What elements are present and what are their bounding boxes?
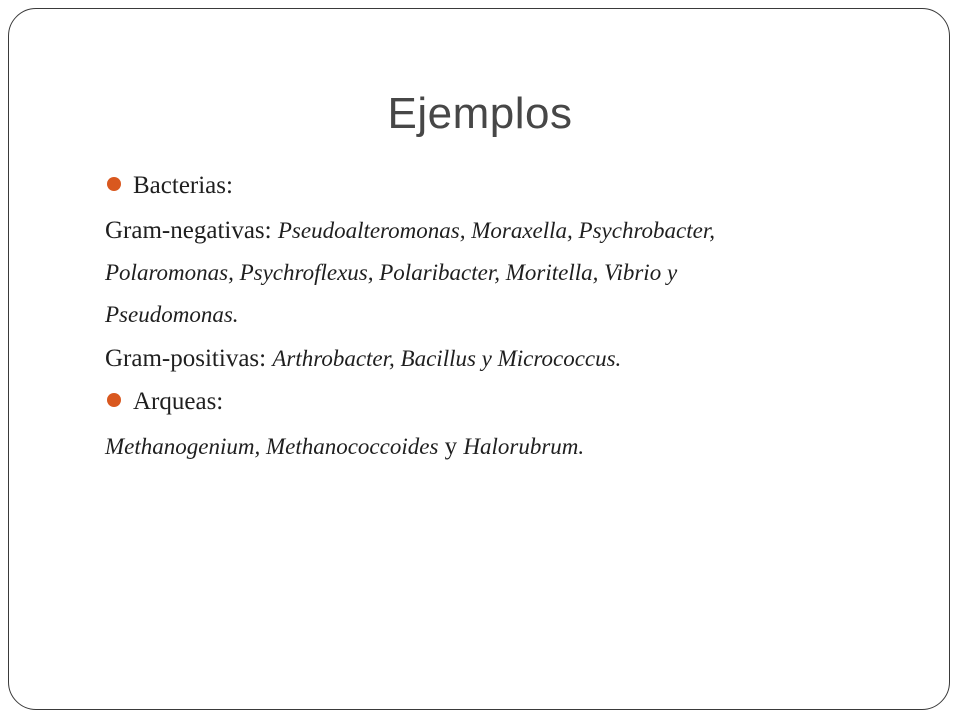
- bullet-arqueas: [105, 380, 885, 424]
- bullet-label-bacterias: Bacterias:: [133, 172, 233, 199]
- arqueas-paragraph: [105, 426, 885, 468]
- bullet-label-arqueas: Arqueas:: [133, 388, 224, 415]
- gram-negative-species-line1: Pseudoalteromonas, Moraxella, Psychrobacter,: [277, 218, 715, 243]
- gram-negative-species-line2: Polaromonas, Psychroflexus, Polaribacter, Moritella, Vibrio y: [105, 260, 678, 285]
- arqueas-species-a: Methanogenium, Methanococcoides: [105, 434, 439, 459]
- bullet-dot-icon: [107, 177, 121, 191]
- arqueas-connector: y: [438, 433, 464, 460]
- bullet-bacterias: [105, 164, 885, 208]
- gram-positive-label: Gram-positivas:: [105, 345, 273, 372]
- slide-frame: [8, 8, 950, 710]
- gram-negative-label: Gram-negativas:: [105, 217, 278, 244]
- slide-content: [105, 164, 885, 468]
- slide-title: Ejemplos: [387, 89, 573, 138]
- arqueas-species-b: Halorubrum.: [463, 434, 585, 459]
- gram-positive-species: Arthrobacter, Bacillus y Micrococcus.: [272, 346, 622, 371]
- bullet-dot-icon: [107, 393, 121, 407]
- gram-negative-species-line3: Pseudomonas.: [105, 302, 239, 327]
- gram-positive-paragraph: [105, 338, 885, 380]
- gram-negative-paragraph: [105, 210, 885, 336]
